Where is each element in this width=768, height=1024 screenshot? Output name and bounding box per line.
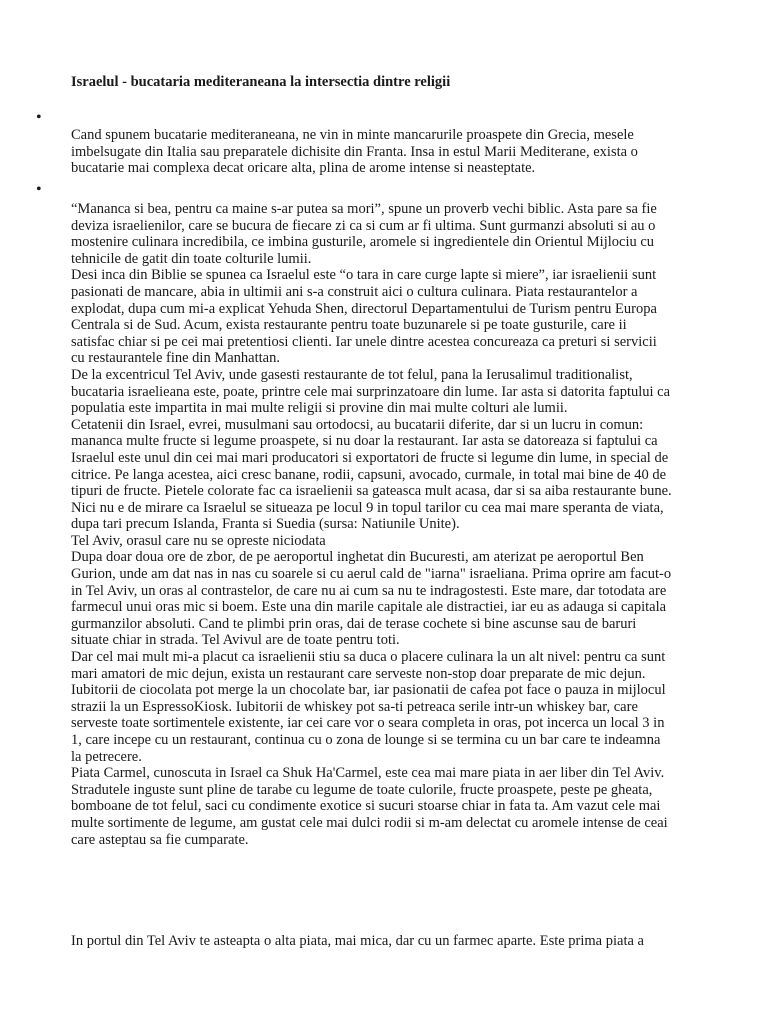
- text-line: multe sortimente de legume, am gustat cele mai dulci rodii si m-am delectat cu aromele intense de ceai: [71, 814, 668, 831]
- text-line: serveste toate sortimentele existente, iar cei care vor o seara completa in oras, pot incerca un local 3 in: [71, 715, 665, 732]
- text-line: deviza israelienilor, care se bucura de fiecare zi ca si cum ar fi ultima. Sunt gurmanzi absoluti si au o: [71, 217, 656, 234]
- text-line: In portul din Tel Aviv te asteapta o alta piata, mai mica, dar cu un farmec aparte. Este prima piata a: [71, 933, 644, 949]
- text-line: Desi inca din Biblie se spunea ca Israelul este “o tara in care curge lapte si miere”, iar israelienii sunt: [71, 267, 657, 284]
- text-line: 1, care incepe cu un restaurant, continua cu o zona de lounge si se termina cu un bar care te indeamna: [71, 732, 661, 748]
- section-heading: Tel Aviv, orasul care nu se opreste niciodata: [71, 532, 326, 549]
- text-line: farmecul unui oras mic si boem. Este una din marile capitale ale distractiei, iar eu as adauga si capitala: [71, 599, 667, 616]
- text-line: dupa tari precum Islanda, Franta si Suedia (sursa: Natiunile Unite).: [71, 516, 460, 533]
- text-line: gurmanzilor absoluti. Cand te plimbi prin oras, dai de terase cochete si bine ascunse sau de baruri: [71, 615, 637, 632]
- text-line: Dar cel mai mult mi-a placut ca israelienii stiu sa duca o placere culinara la un alt nivel: pentru ca sunt: [71, 649, 666, 666]
- text-line: satisfac chiar si pe cei mai pretentiosi clienti. Iar unele dintre acestea concureaza ca preturi si servicii: [71, 333, 657, 350]
- text-line: tipuri de fructe. Pietele colorate fac ca israelienii sa gateasca mult acasa, dar si sa aiba restaurante bune.: [71, 483, 672, 500]
- text-line: Israelul este unul din cei mai mari producatori si exportatori de fructe si legume din lume, in special de: [71, 449, 669, 466]
- text-line: bucataria israelieana este, poate, printre cele mai surprinzatoare din lume. Iar asta si datorita faptului ca: [71, 383, 671, 400]
- text-line: mostenire culinara incredibila, ce imbina gusturile, aromele si ingredientele din Orientul Mijlociu cu: [71, 234, 655, 251]
- text-line: populatia este impartita in mai multe religii si provine din mai multe colturi ale lumii.: [71, 400, 568, 417]
- article-title: Israelul - bucataria mediteraneana la intersectia dintre religii: [71, 74, 451, 90]
- text-line: Stradutele inguste sunt pline de tarabe cu legume de toate culorile, fructe proaspete, peste pe gheata,: [71, 781, 653, 798]
- text-line: “Mananca si bea, pentru ca maine s-ar putea sa mori”, spune un proverb vechi biblic. Asta pare sa fie: [71, 201, 657, 217]
- text-line: strazii la un EspressoKiosk. Iubitorii de whiskey pot sa-ti petreaca serile intr-un whiskey bar, care: [71, 698, 638, 715]
- text-line: situate chiar in strada. Tel Avivul are de toate pentru toti.: [71, 632, 400, 649]
- text-line: Dupa doar doua ore de zbor, de pe aeroportul inghetat din Bucuresti, am aterizat pe aeroportul Ben: [71, 549, 644, 566]
- text-line: care asteptau sa fie cumparate.: [71, 831, 249, 848]
- closing-paragraph: [71, 933, 701, 950]
- text-line: De la excentricul Tel Aviv, unde gasesti restaurante de tot felul, pana la Ierusalimul traditionalist,: [71, 366, 633, 383]
- text-line: Gurion, unde am dat nas in nas cu soarele si cu aerul cald de "iarna" israeliana. Prima oprire am facut-o: [71, 566, 672, 583]
- text-line: bomboane de tot felul, saci cu condimente exotice si sucuri stoarse chiar in fata ta. Am vazut cele mai: [71, 798, 661, 815]
- text-line: Piata Carmel, cunoscuta in Israel ca Shuk Ha'Carmel, este cea mai mare piata in aer liber din Tel Aviv.: [71, 765, 665, 782]
- bullet-marker-1: •: [36, 109, 42, 126]
- text-line: pasionati de mancare, abia in ultimii ani s-a construit aici o cultura culinara. Piata restaurantelor a: [71, 283, 638, 300]
- intro-paragraph: [71, 127, 701, 177]
- text-line: Cetatenii din Israel, evrei, musulmani sau ortodocsi, au bucatarii diferite, dar si un lucru in comun:: [71, 416, 644, 433]
- text-line: bucatarie mai complexa decat oricare alta, plina de arome intense si neasteptate.: [71, 160, 536, 177]
- text-line: imbelsugate din Italia sau preparatele dichisite din Franta. Insa in estul Marii Mediterane, exista o: [71, 143, 638, 160]
- bullet-marker-2: •: [36, 181, 42, 198]
- text-line: mari amatori de mic dejun, exista un restaurant care serveste non-stop doar preparate de mic dejun.: [71, 665, 646, 682]
- text-line: cu restaurantele fine din Manhattan.: [71, 350, 280, 367]
- article-body: [71, 201, 701, 848]
- text-line: citrice. Pe langa acestea, aici cresc banane, rodii, capsuni, avocado, curmale, in total mai bine de 40 de: [71, 466, 667, 483]
- text-line: tehnicile de gatit din toate colturile lumii.: [71, 250, 312, 267]
- text-line: Iubitorii de ciocolata pot merge la un chocolate bar, iar pasionatii de cafea pot face o pauza in mijlocul: [71, 682, 666, 699]
- text-line: explodat, dupa cum mi-a explicat Yehuda Shen, directorul Departamentului de Turism pentru Europa: [71, 300, 657, 317]
- text-line: in Tel Aviv, un oras al contrastelor, de care nu ai cum sa nu te indragostesti. Este mare, dar totodata are: [71, 582, 667, 599]
- text-line: Cand spunem bucatarie mediteraneana, ne vin in minte mancarurile proaspete din Grecia, mesele: [71, 127, 634, 143]
- text-line: Centrala si de Sud. Acum, exista restaurante pentru toate buzunarele si pe toate gusturile, care ii: [71, 317, 627, 334]
- text-line: mananca multe fructe si legume proaspete, si nu doar la restaurant. Iar asta se datoreaza si faptului ca: [71, 433, 658, 450]
- text-line: Nici nu e de mirare ca Israelul se situeaza pe locul 9 in topul tarilor cu cea mai mare speranta de viata,: [71, 499, 664, 516]
- text-line: la petrecere.: [71, 748, 142, 765]
